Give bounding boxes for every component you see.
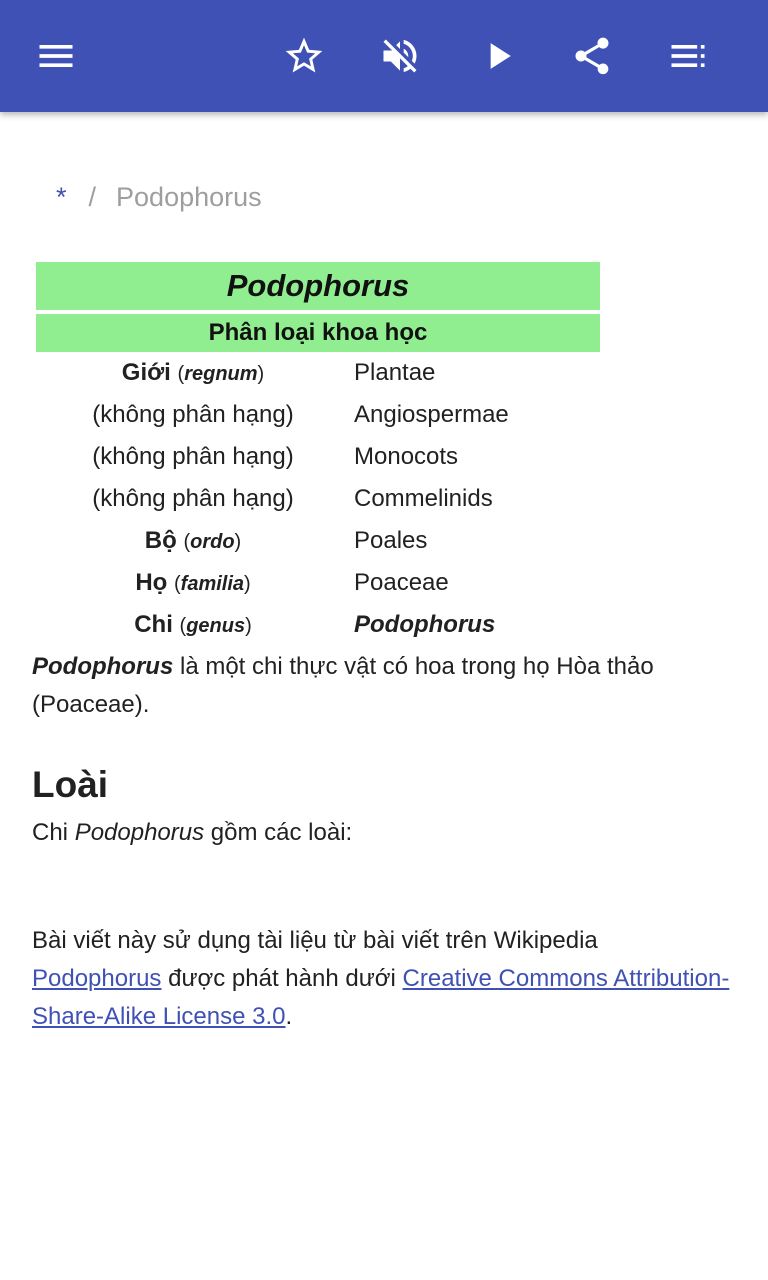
- taxobox-row-family: [36, 562, 600, 604]
- species-genus-name: Podophorus: [74, 819, 205, 846]
- species-suffix: gồm các loài:: [204, 819, 353, 846]
- taxobox-row-kingdom: [36, 352, 600, 394]
- taxobox-value[interactable]: Angiospermae: [354, 401, 509, 428]
- license-link[interactable]: Creative Commons Attribution-Share-Alike License 3.0: [32, 965, 730, 1030]
- taxobox-value: Podophorus: [354, 611, 496, 638]
- species-heading: Loài: [32, 764, 109, 805]
- rank-latin: familia: [180, 573, 245, 595]
- rank-latin: regnum: [184, 363, 258, 385]
- taxobox: [36, 262, 600, 646]
- taxobox-rank: Bộ (ordo): [144, 527, 242, 554]
- taxobox-rank: Chi (genus): [134, 611, 252, 638]
- rank-name: Giới: [121, 359, 171, 386]
- volume-off-icon[interactable]: [376, 32, 424, 80]
- rank-name: Bộ: [144, 527, 177, 554]
- taxobox-title: Podophorus: [36, 262, 600, 310]
- taxobox-value[interactable]: Poaceae: [354, 569, 449, 596]
- wikipedia-article-link[interactable]: Podophorus: [32, 965, 162, 992]
- taxobox-row-unranked-2: [36, 436, 600, 478]
- taxobox-row-unranked-3: [36, 478, 600, 520]
- play-icon[interactable]: [474, 32, 522, 80]
- taxobox-value[interactable]: Commelinids: [354, 485, 493, 512]
- taxobox-rank: (không phân hạng): [92, 443, 294, 470]
- taxobox-rank: Họ (familia): [135, 569, 251, 596]
- rank-name: Chi: [134, 611, 173, 638]
- license-paragraph: [32, 922, 732, 1036]
- intro-paragraph: [32, 648, 732, 724]
- intro-genus-name: Podophorus: [32, 653, 174, 680]
- license-text-1: Bài viết này sử dụng tài liệu từ bài viết trên Wikipedia: [32, 927, 598, 954]
- intro-text: là một chi thực vật có hoa trong họ Hòa thảo (Poaceae).: [32, 653, 654, 718]
- species-prefix: Chi: [32, 819, 75, 846]
- breadcrumb-home-link[interactable]: *: [56, 182, 67, 212]
- taxobox-value[interactable]: Plantae: [354, 359, 436, 386]
- taxobox-rank: Giới (regnum): [121, 359, 265, 386]
- rank-latin: ordo: [190, 531, 235, 553]
- breadcrumb-separator: /: [88, 182, 97, 212]
- app-toolbar: [0, 0, 768, 112]
- breadcrumb-current: Podophorus: [116, 182, 262, 212]
- taxobox-rank: (không phân hạng): [92, 485, 294, 512]
- license-text-2: được phát hành dưới: [161, 965, 403, 992]
- rank-name: Họ: [135, 569, 168, 596]
- star-outline-icon[interactable]: [280, 32, 328, 80]
- license-text-3: .: [285, 1003, 293, 1030]
- species-paragraph: [32, 814, 732, 852]
- share-icon[interactable]: [568, 32, 616, 80]
- breadcrumb: [56, 182, 262, 213]
- taxobox-row-order: [36, 520, 600, 562]
- taxobox-rank: (không phân hạng): [92, 401, 294, 428]
- taxobox-subtitle: Phân loại khoa học: [36, 314, 600, 352]
- taxobox-value[interactable]: Monocots: [354, 443, 459, 470]
- playlist-icon[interactable]: [664, 32, 712, 80]
- taxobox-row-genus: [36, 604, 600, 646]
- menu-icon[interactable]: [32, 32, 80, 80]
- taxobox-value[interactable]: Poales: [354, 527, 428, 554]
- rank-latin: genus: [186, 615, 246, 637]
- taxobox-row-unranked-1: [36, 394, 600, 436]
